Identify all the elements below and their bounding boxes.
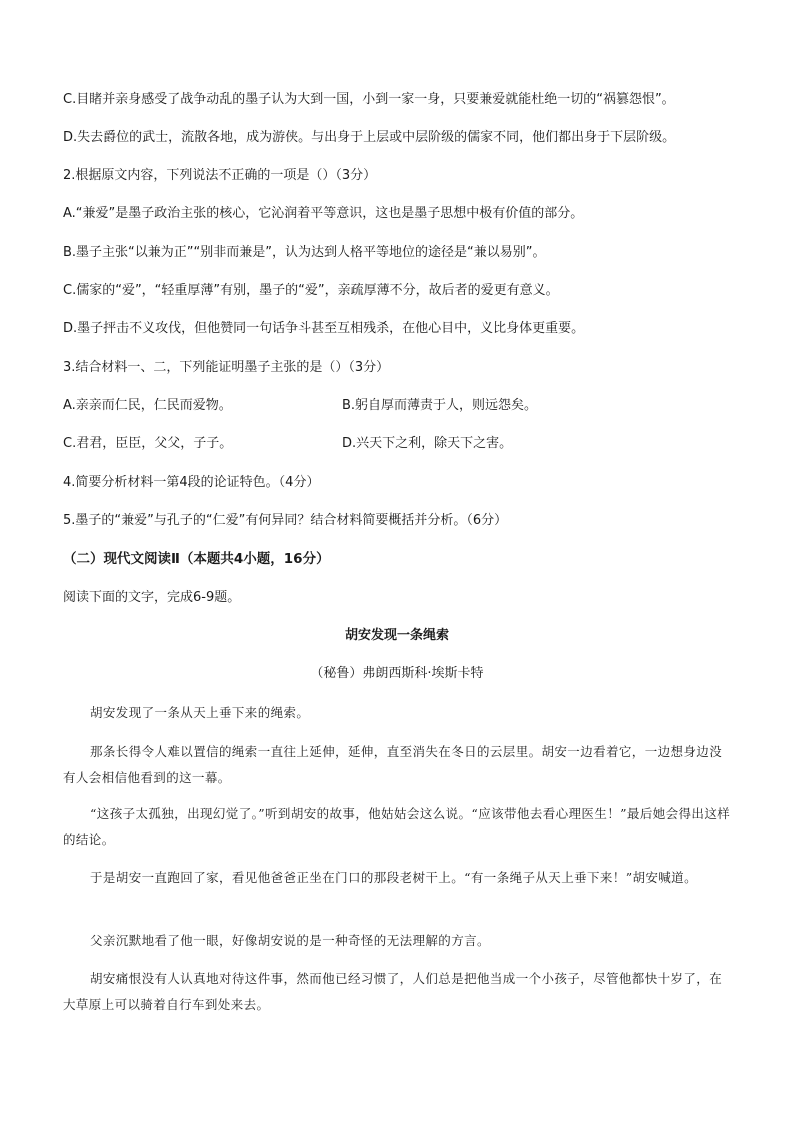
q3-option-d: D.兴天下之利，除天下之害。	[342, 436, 513, 451]
section-heading: （二）现代文阅读Ⅱ（本题共4小题，16分）	[63, 551, 330, 567]
q3-option-b: B.躬自厚而薄责于人，则远怨矣。	[342, 398, 538, 413]
story-paragraph: “这孩子太孤独，出现幻觉了。”听到胡安的故事，他姑姑会这么说。“应该带他去看心理医生！”最后她会得出这样的结论。	[63, 806, 731, 847]
q2-option-d: D.墨子抨击不义攻伐，但他赞同一句话争斗甚至互相残杀，在他心目中，义比身体更重要。	[63, 321, 585, 336]
story-paragraph: 于是胡安一直跑回了家，看见他爸爸正坐在门口的那段老树干上。“有一条绳子从天上垂下来！”胡安喊道。	[90, 870, 697, 885]
q3-option-c: C.君君，臣臣，父父，子子。	[63, 436, 233, 451]
q1-option-d: D.失去爵位的武士，流散各地，成为游侠。与出身于上层或中层阶级的儒家不同，他们都出身于下层阶级。	[63, 130, 676, 145]
q3-option-a: A.亲亲而仁民，仁民而爱物。	[63, 398, 232, 413]
q2-option-b: B.墨子主张“以兼为正”“别非而兼是”，认为达到人格平等地位的途径是“兼以易别”。	[63, 245, 546, 260]
q5-stem: 5.墨子的“兼爱”与孔子的“仁爱”有何异同？结合材料简要概括并分析。（6分）	[63, 513, 508, 528]
q1-option-c: C.目睹并亲身感受了战争动乱的墨子认为大到一国，小到一家一身，只要兼爱就能杜绝一切的“祸篡怨恨”。	[63, 92, 675, 107]
q2-stem: 2.根据原文内容，下列说法不正确的一项是（）（3分）	[63, 168, 377, 183]
reading-instruction: 阅读下面的文字，完成6-9题。	[63, 590, 241, 605]
q2-option-c: C.儒家的“爱”，“轻重厚薄”有别，墨子的“爱”，亲疏厚薄不分，故后者的爱更有意义。	[63, 283, 559, 298]
story-title: 胡安发现一条绳索	[344, 628, 449, 643]
story-paragraph: 胡安发现了一条从天上垂下来的绳索。	[90, 705, 310, 720]
story-paragraph: 父亲沉默地看了他一眼，好像胡安说的是一种奇怪的无法理解的方言。	[90, 933, 490, 948]
story-author: （秘鲁）弗朗西斯科·埃斯卡特	[310, 666, 484, 681]
story-paragraph: 胡安痛恨没有人认真地对待这件事，然而他已经习惯了，人们总是把他当成一个小孩子，尽管他都快十岁了，在大草原上可以骑着自行车到处来去。	[63, 971, 723, 1012]
q2-option-a: A.“兼爱”是墨子政治主张的核心，它沁润着平等意识，这也是墨子思想中极有价值的部分。	[63, 206, 584, 221]
q4-stem: 4.简要分析材料一第4段的论证特色。（4分）	[63, 475, 320, 490]
q3-stem: 3.结合材料一、二，下列能证明墨子主张的是（）（3分）	[63, 360, 390, 375]
story-paragraph: 那条长得令人难以置信的绳索一直往上延伸，延伸，直至消失在冬日的云层里。胡安一边看着它，一边想身边没有人会相信他看到的这一幕。	[63, 744, 723, 785]
